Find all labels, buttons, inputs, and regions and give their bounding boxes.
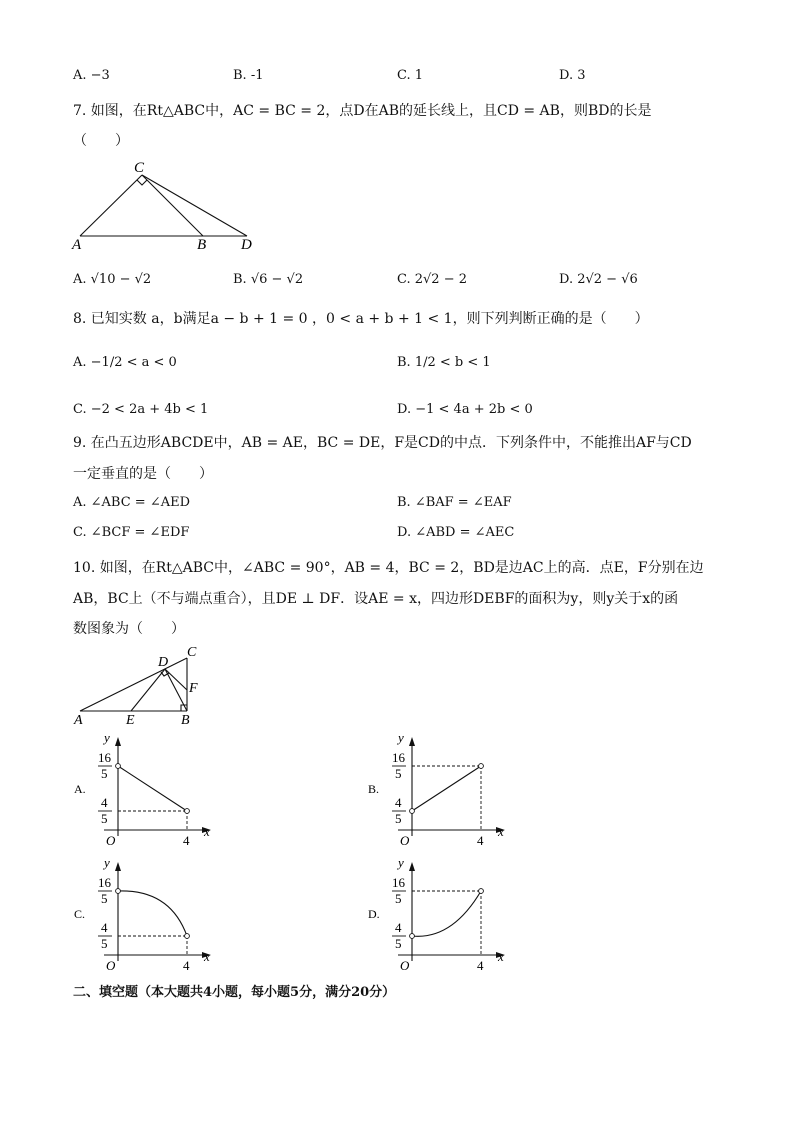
q10-graph-c-origin-label: O <box>106 958 116 973</box>
q10-graph-d-y-top-den: 5 <box>395 891 402 906</box>
q10-graph-d-origin-label: O <box>400 958 410 973</box>
q9-stem-line1: 9. 在凸五边形ABCDE中，AB = AE，BC = DE，F是CD的中点．下列条件中，不能推出AF与CD <box>73 435 692 451</box>
q7-option-d: D. 2√2 − √6 <box>559 272 638 287</box>
q10-graph-d-y-label: y <box>398 855 404 870</box>
q7-option-c: C. 2√2 − 2 <box>397 272 468 287</box>
q10-graph-a-y-arrow <box>115 737 121 746</box>
q10-stem-line3: 数图象为（ ） <box>73 621 185 637</box>
q10-graph-b-y-top-num: 16 <box>392 750 405 765</box>
q10-graph-b-curve <box>412 766 481 811</box>
q10-label-b: B <box>181 713 190 728</box>
q10-graph-c-end-point <box>185 934 190 939</box>
q10-graph-b-y-low-den: 5 <box>395 811 402 826</box>
q10-graph-b-y-top-den: 5 <box>395 766 402 781</box>
q10-graph-a-end-point <box>185 809 190 814</box>
q9-option-a: A. ∠ABC = ∠AED <box>73 495 191 510</box>
q10-graph-b-y-low-num: 4 <box>395 795 402 810</box>
q10-graph-a-y-top-num: 16 <box>98 750 111 765</box>
q10-graph-a-y-top-den: 5 <box>101 766 108 781</box>
q8-option-c: C. −2 < 2a + 4b < 1 <box>73 402 209 417</box>
q8-stem: 8. 已知实数 a，b满足a − b + 1 = 0 ，0 < a + b + 1 < 1，则下列判断正确的是（ ） <box>73 311 649 327</box>
q10-graph-c-curve <box>118 891 187 936</box>
q10-graph-c-y-top-num: 16 <box>98 875 111 890</box>
q10-stem-line2: AB，BC上（不与端点重合），且DE ⊥ DF．设AE = x，四边形DEBF的面积为y，则y关于x的函 <box>73 591 679 607</box>
q10-graph-c-option-label: C. <box>74 907 86 921</box>
q10-graph-c-y-arrow <box>115 862 121 871</box>
q10-graph-b-start-point <box>410 809 415 814</box>
q6-option-b: B. -1 <box>233 68 264 83</box>
q10-graph-c-y-label: y <box>104 855 110 870</box>
q10-graph-a-y-low-den: 5 <box>101 811 108 826</box>
q7-option-a: A. √10 − √2 <box>73 272 152 287</box>
q9-option-d: D. ∠ABD = ∠AEC <box>397 525 515 540</box>
q10-label-e: E <box>126 713 135 728</box>
q10-label-d: D <box>158 655 169 670</box>
q7-label-d: D <box>241 237 252 253</box>
q10-label-c: C <box>187 645 197 660</box>
q10-stem-line1: 10. 如图，在Rt△ABC中，∠ABC = 90°，AB = 4，BC = 2，BD是边AC上的高．点E，F分别在边 <box>73 560 704 576</box>
q7-stem-line2: （ ） <box>73 133 129 149</box>
q8-option-d: D. −1 < 4a + 2b < 0 <box>397 402 533 417</box>
q10-graph-b-y-arrow <box>409 737 415 746</box>
q10-graph-b-origin-label: O <box>400 833 410 848</box>
q10-graph-d-y-low-den: 5 <box>395 936 402 951</box>
q10-graph-c-x-label: x <box>204 949 210 964</box>
q10-graph-b-end-point <box>479 764 484 769</box>
q9-option-b: B. ∠BAF = ∠EAF <box>397 495 512 510</box>
q10-graph-d-y-arrow <box>409 862 415 871</box>
q10-graph-a-origin-label: O <box>106 833 116 848</box>
q10-graph-c-x-tick-4: 4 <box>183 958 190 973</box>
q10-graph-d-y-low-num: 4 <box>395 920 402 935</box>
q10-graph-a-option-label: A. <box>74 782 86 796</box>
q10-graph-d-curve <box>412 891 481 936</box>
q10-graph-a-x-label: x <box>204 824 210 839</box>
q10-graph-b-x-label: x <box>498 824 504 839</box>
q10-graph-c-y-top-den: 5 <box>101 891 108 906</box>
q10-graph-b-option-label: B. <box>368 782 380 796</box>
q10-graph-a-y-label: y <box>104 730 110 745</box>
q10-graph-c-start-point <box>116 889 121 894</box>
q10-graph-b-x-tick-4: 4 <box>477 833 484 848</box>
q10-graph-d-x-tick-4: 4 <box>477 958 484 973</box>
q9-stem-line2: 一定垂直的是（ ） <box>73 466 213 482</box>
q10-graph-a-curve <box>118 766 187 811</box>
q10-label-a: A <box>74 713 83 728</box>
q9-option-c: C. ∠BCF = ∠EDF <box>73 525 190 540</box>
q10-graph-c-y-low-num: 4 <box>101 920 108 935</box>
q10-graph-d-end-point <box>479 889 484 894</box>
q10-graph-a-x-tick-4: 4 <box>183 833 190 848</box>
q10-graph-d-option-label: D. <box>368 907 380 921</box>
q10-graph-a-y-low-num: 4 <box>101 795 108 810</box>
q10-graph-d-x-label: x <box>498 949 504 964</box>
q7-label-a: A <box>72 237 82 253</box>
q10-graph-d-start-point <box>410 934 415 939</box>
q10-graph-d-y-top-num: 16 <box>392 875 405 890</box>
q7-option-b: B. √6 − √2 <box>233 272 304 287</box>
q10-graph-b-y-label: y <box>398 730 404 745</box>
q6-option-c: C. 1 <box>397 68 424 83</box>
q8-option-b: B. 1/2 < b < 1 <box>397 355 491 370</box>
section-2-title: 二、填空题（本大题共4小题，每小题5分，满分20分） <box>73 985 396 1000</box>
q6-option-d: D. 3 <box>559 68 586 83</box>
q7-label-b: B <box>197 237 207 253</box>
q10-graph-c-y-low-den: 5 <box>101 936 108 951</box>
q7-label-c: C <box>134 160 145 176</box>
q10-graph-a-start-point <box>116 764 121 769</box>
q8-option-a: A. −1/2 < a < 0 <box>73 355 177 370</box>
q6-option-a: A. −3 <box>73 68 110 83</box>
q10-label-f: F <box>189 681 198 696</box>
q7-stem-line1: 7. 如图，在Rt△ABC中，AC = BC = 2，点D在AB的延长线上，且CD = AB，则BD的长是 <box>73 103 652 119</box>
